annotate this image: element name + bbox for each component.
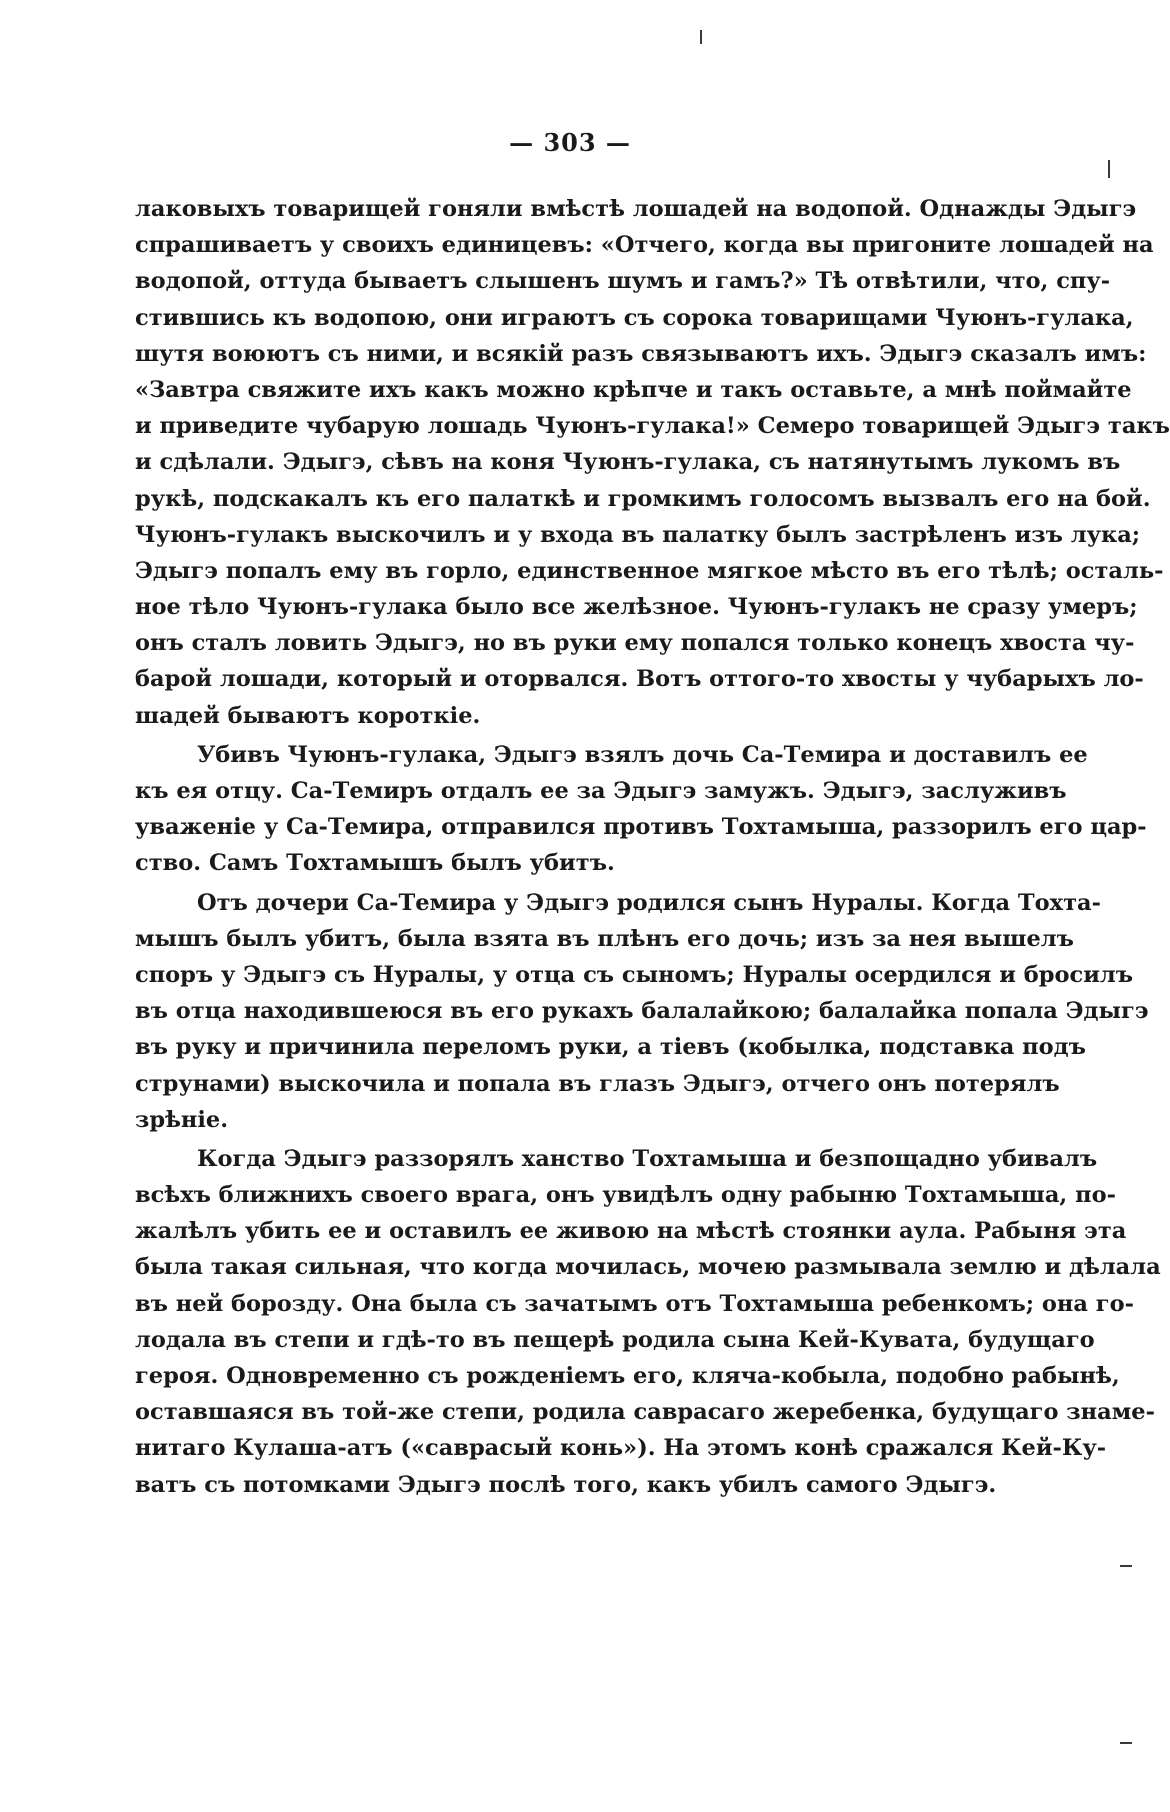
text-line: нитаго Кулаша-атъ («саврасый конь»). На этомъ конѣ сражался Кей-Ку-: [135, 1435, 1107, 1462]
scan-mark: [1120, 1742, 1132, 1744]
text-line: шутя воюютъ съ ними, и всякій разъ связываютъ ихъ. Эдыгэ сказалъ имъ:: [135, 340, 1147, 367]
text-line: въ руку и причинила переломъ руки, а тіевъ (кобылка, подставка подъ: [135, 1034, 1086, 1061]
text-line: Эдыгэ попалъ ему въ горло, единственное мягкое мѣсто въ его тѣлѣ; осталь-: [135, 557, 1164, 584]
text-line: въ ней борозду. Она была съ зачатымъ отъ Тохтамыша ребенкомъ; она го-: [135, 1290, 1134, 1317]
text-line: къ ея отцу. Са-Темиръ отдалъ ее за Эдыгэ замужъ. Эдыгэ, заслуживъ: [135, 778, 1067, 804]
scan-mark: [700, 30, 702, 44]
text-line: струнами) выскочила и попала въ глазъ Эдыгэ, отчего онъ потерялъ: [135, 1070, 1060, 1097]
text-line: онъ сталъ ловить Эдыгэ, но въ руки ему попался только конецъ хвоста чу-: [135, 630, 1135, 657]
text-line: ство. Самъ Тохтамышъ былъ убитъ.: [135, 850, 615, 877]
paragraph-4: [135, 1141, 1161, 1503]
text-line: героя. Одновременно съ рожденіемъ его, кляча-кобыла, подобно рабынѣ,: [135, 1363, 1120, 1389]
text-line: жалѣлъ убить ее и оставилъ ее живою на мѣстѣ стоянки аула. Рабыня эта: [135, 1218, 1127, 1245]
text-line: и приведите чубарую лошадь Чуюнъ-гулака!» Семеро товарищей Эдыгэ такъ: [135, 413, 1170, 440]
scan-mark: [1108, 160, 1110, 178]
text-line: споръ у Эдыгэ съ Нуралы, у отца съ сыномъ; Нуралы осердился и бросилъ: [135, 961, 1134, 988]
text-line: лаковыхъ товарищей гоняли вмѣстѣ лошадей на водопой. Однажды Эдыгэ: [135, 196, 1137, 222]
paragraph-3: [135, 885, 1149, 1138]
text-line: Чуюнъ-гулакъ выскочилъ и у входа въ палатку былъ застрѣленъ изъ лука;: [135, 521, 1141, 548]
text-line: водопой, оттуда бываетъ слышенъ шумъ и гамъ?» Тѣ отвѣтили, что, спу-: [135, 268, 1111, 295]
text-line: была такая сильная, что когда мочилась, мочею размывала землю и дѣлала: [135, 1254, 1161, 1281]
paragraph-2: [135, 737, 1147, 882]
text-line: спрашиваетъ у своихъ единицевъ: «Отчего, когда вы пригоните лошадей на: [135, 232, 1154, 259]
text-line: стившись къ водопою, они играютъ съ сорока товарищами Чуюнъ-гулака,: [135, 304, 1134, 331]
text-line: барой лошади, который и оторвался. Вотъ оттого-то хвосты у чубарыхъ ло-: [135, 666, 1144, 693]
text-line: Отъ дочери Са-Темира у Эдыгэ родился сынъ Нуралы. Когда Тохта-: [197, 889, 1101, 916]
paragraph-1: [135, 191, 1170, 734]
text-line: всѣхъ ближнихъ своего врага, онъ увидѣлъ одну рабыню Тохтамыша, по-: [135, 1182, 1116, 1209]
text-line: Когда Эдыгэ раззорялъ ханство Тохтамыша и безпощадно убивалъ: [197, 1145, 1098, 1172]
text-line: «Завтра свяжите ихъ какъ можно крѣпче и такъ оставьте, а мнѣ поймайте: [135, 376, 1132, 403]
body-text: [135, 191, 1170, 1503]
scan-mark: [1120, 1565, 1132, 1567]
text-line: Убивъ Чуюнъ-гулака, Эдыгэ взялъ дочь Са-Темира и доставилъ ее: [197, 741, 1088, 768]
text-line: въ отца находившеюся въ его рукахъ балалайкою; балалайка попала Эдыгэ: [135, 998, 1149, 1025]
text-line: и сдѣлали. Эдыгэ, сѣвъ на коня Чуюнъ-гулака, съ натянутымъ лукомъ въ: [135, 449, 1121, 476]
text-line: рукѣ, подскакалъ къ его палаткѣ и громкимъ голосомъ вызвалъ его на бой.: [135, 485, 1151, 512]
text-line: ное тѣло Чуюнъ-гулака было все желѣзное. Чуюнъ-гулакъ не сразу умеръ;: [135, 594, 1138, 621]
text-line: уваженіе у Са-Темира, отправился противъ Тохтамыша, раззорилъ его цар-: [135, 814, 1147, 841]
text-line: мышъ былъ убитъ, была взята въ плѣнъ его дочь; изъ за нея вышелъ: [135, 925, 1074, 952]
text-line: лодала въ степи и гдѣ-то въ пещерѣ родила сына Кей-Кувата, будущаго: [135, 1326, 1095, 1353]
text-line: шадей бываютъ короткіе.: [135, 702, 481, 729]
text-line: зрѣніе.: [135, 1106, 229, 1133]
text-line: ватъ съ потомками Эдыгэ послѣ того, какъ убилъ самого Эдыгэ.: [135, 1471, 997, 1498]
page-number: — 303 —: [509, 128, 631, 157]
text-line: оставшаяся въ той-же степи, родила саврасаго жеребенка, будущаго знаме-: [135, 1399, 1155, 1426]
